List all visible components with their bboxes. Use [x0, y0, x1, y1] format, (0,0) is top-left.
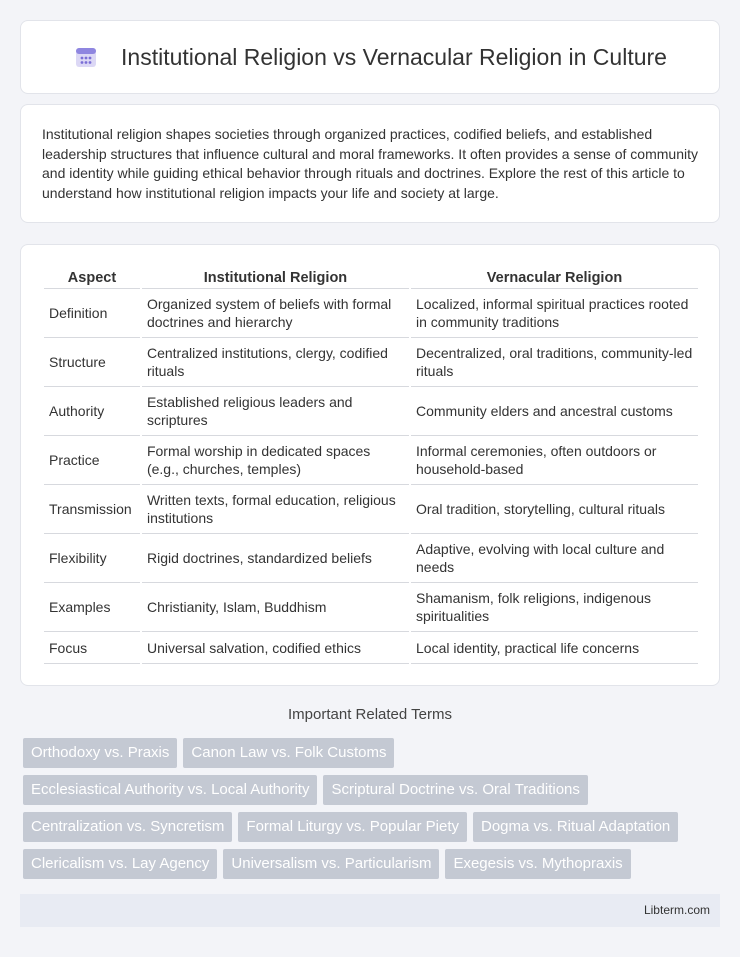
- related-terms-list: [23, 738, 723, 886]
- table-row: [44, 289, 698, 338]
- comparison-table-card: [20, 244, 720, 686]
- row-institutional: Christianity, Islam, Buddhism: [142, 583, 409, 632]
- row-institutional: Universal salvation, codified ethics: [142, 632, 409, 664]
- related-term-tag[interactable]: Clericalism vs. Lay Agency: [23, 849, 217, 879]
- row-vernacular: Local identity, practical life concerns: [411, 632, 698, 664]
- page-title: Institutional Religion vs Vernacular Religion in Culture: [121, 43, 667, 70]
- row-aspect: Examples: [44, 583, 140, 632]
- related-term-tag[interactable]: Dogma vs. Ritual Adaptation: [473, 812, 678, 842]
- row-vernacular: Community elders and ancestral customs: [411, 387, 698, 436]
- tag-row: [23, 775, 723, 805]
- table-row: [44, 534, 698, 583]
- row-aspect: Focus: [44, 632, 140, 664]
- row-institutional: Rigid doctrines, standardized beliefs: [142, 534, 409, 583]
- related-term-tag[interactable]: Orthodoxy vs. Praxis: [23, 738, 177, 768]
- row-institutional: Written texts, formal education, religious institutions: [142, 485, 409, 534]
- table-row: [44, 583, 698, 632]
- row-vernacular: Oral tradition, storytelling, cultural rituals: [411, 485, 698, 534]
- title-card: [20, 20, 720, 94]
- related-term-tag[interactable]: Scriptural Doctrine vs. Oral Traditions: [323, 775, 587, 805]
- header-aspect: Aspect: [44, 265, 140, 289]
- table-row: [44, 387, 698, 436]
- row-vernacular: Decentralized, oral traditions, community-led rituals: [411, 338, 698, 387]
- table-row: [44, 436, 698, 485]
- related-term-tag[interactable]: Canon Law vs. Folk Customs: [183, 738, 394, 768]
- related-term-tag[interactable]: Centralization vs. Syncretism: [23, 812, 232, 842]
- row-aspect: Structure: [44, 338, 140, 387]
- footer-site-link[interactable]: Libterm.com: [643, 903, 710, 917]
- table-row: [44, 632, 698, 664]
- table-row: [44, 485, 698, 534]
- related-term-tag[interactable]: Universalism vs. Particularism: [223, 849, 439, 879]
- row-institutional: Organized system of beliefs with formal doctrines and hierarchy: [142, 289, 409, 338]
- row-institutional: Centralized institutions, clergy, codified rituals: [142, 338, 409, 387]
- calendar-icon: [73, 44, 99, 70]
- row-aspect: Authority: [44, 387, 140, 436]
- related-terms-title: Important Related Terms: [288, 706, 452, 723]
- row-institutional: Established religious leaders and scriptures: [142, 387, 409, 436]
- row-vernacular: Localized, informal spiritual practices rooted in community traditions: [411, 289, 698, 338]
- related-term-tag[interactable]: Formal Liturgy vs. Popular Piety: [238, 812, 467, 842]
- comparison-table: [42, 265, 700, 664]
- row-aspect: Flexibility: [44, 534, 140, 583]
- related-term-tag[interactable]: Exegesis vs. Mythopraxis: [445, 849, 630, 879]
- related-term-tag[interactable]: Ecclesiastical Authority vs. Local Authority: [23, 775, 317, 805]
- footer: [20, 894, 720, 927]
- header-vernacular: Vernacular Religion: [411, 265, 698, 289]
- row-vernacular: Adaptive, evolving with local culture and needs: [411, 534, 698, 583]
- intro-paragraph: Institutional religion shapes societies through organized practices, codified beliefs, and established leadership structures that influence cultural and moral frameworks. It often provides a sense of community and identity while guiding ethical behavior through rituals and doctrines. Explore the rest of this article to understand how institutional religion impacts your life and society at large.: [42, 126, 698, 201]
- row-institutional: Formal worship in dedicated spaces (e.g., churches, temples): [142, 436, 409, 485]
- tag-row: [23, 849, 723, 879]
- row-aspect: Transmission: [44, 485, 140, 534]
- row-vernacular: Informal ceremonies, often outdoors or household-based: [411, 436, 698, 485]
- row-vernacular: Shamanism, folk religions, indigenous spiritualities: [411, 583, 698, 632]
- intro-card: [20, 104, 720, 223]
- tag-row: [23, 738, 723, 768]
- row-aspect: Practice: [44, 436, 140, 485]
- tag-row: [23, 812, 723, 842]
- table-row: [44, 338, 698, 387]
- row-aspect: Definition: [44, 289, 140, 338]
- header-institutional: Institutional Religion: [142, 265, 409, 289]
